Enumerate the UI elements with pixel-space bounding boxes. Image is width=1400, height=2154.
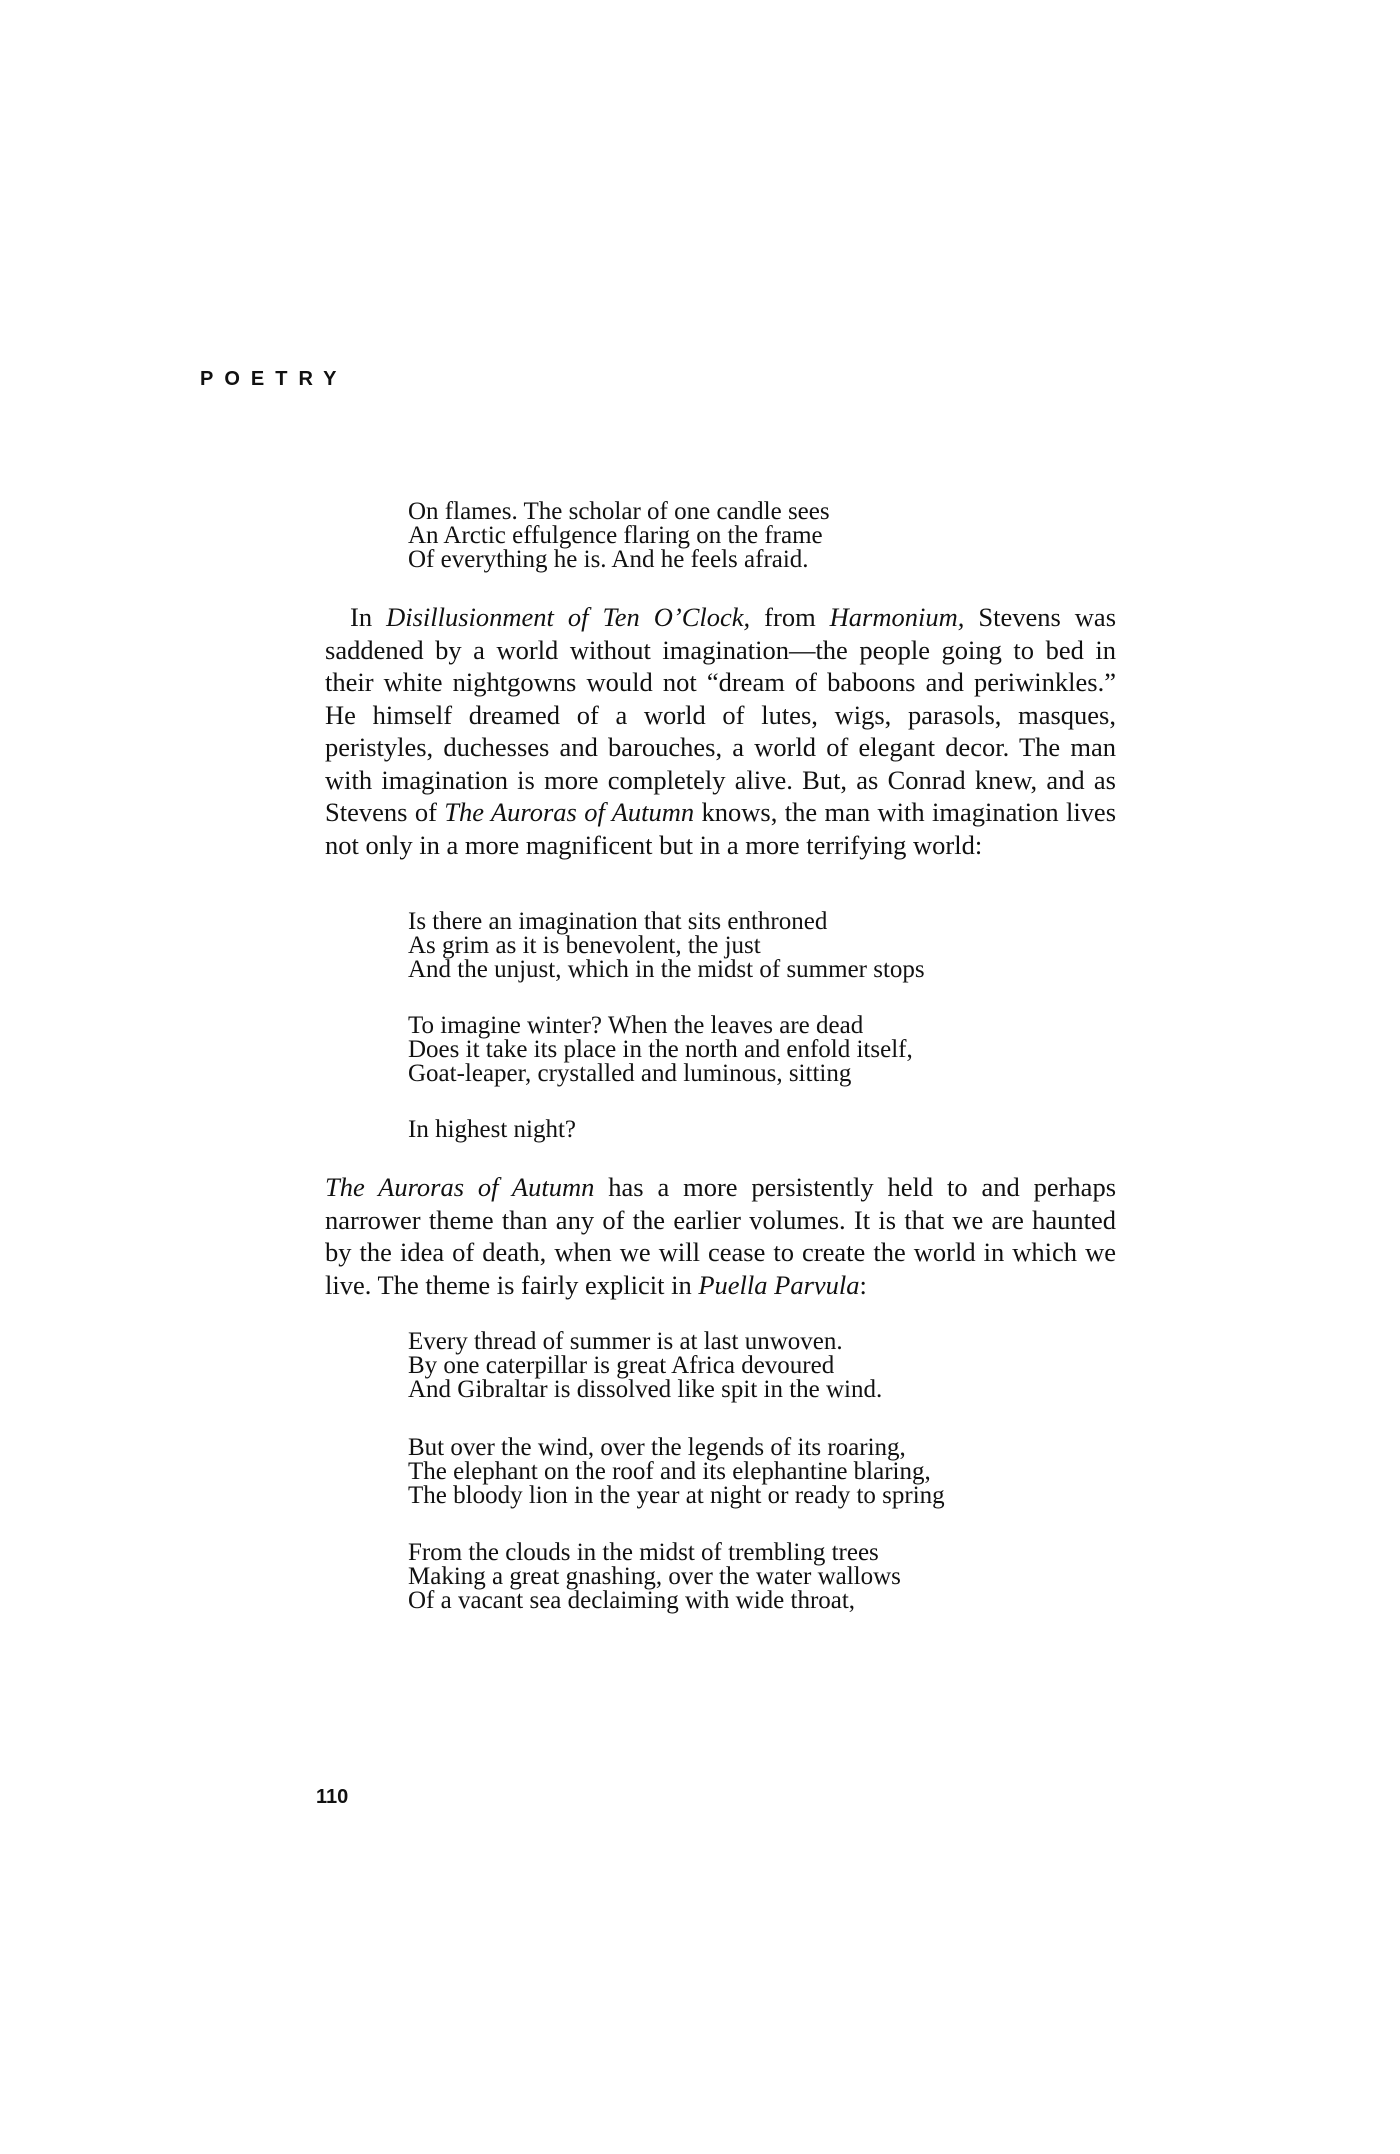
poem-line: And the unjust, which in the midst of summer stops [408,956,925,983]
text-run: : [859,1269,867,1300]
text-run: has a more persistently held to and perhaps narrower theme than any of the earlier volumes. It is that we are haunted by the idea of death, when we will cease to create the world in which we live. The theme is fairly explicit in [325,1172,1117,1300]
italic-title: Disillusionment of Ten O’Clock, [386,602,751,632]
text-run: knows, the man with imagination lives not only in a more magnificent but in a more terrifying world: [325,797,1117,860]
poem-line: In highest night? [408,1116,577,1143]
poem-line: And Gibraltar is dissolved like spit in the wind. [408,1376,883,1403]
body-paragraph [325,601,1116,861]
page-number: 110 [316,1786,349,1808]
poem-line: Goat-leaper, crystalled and luminous, sitting [408,1060,852,1087]
paragraph-text [325,601,1116,861]
italic-title: The Auroras of Autumn [444,797,695,827]
poem-line: Of a vacant sea declaiming with wide throat, [408,1587,856,1614]
poem-line: On flames. The scholar of one candle sees [408,498,830,525]
poem-line: Does it take its place in the north and enfold itself, [408,1036,913,1063]
paragraph-text [325,1171,1116,1301]
poem-stanza [408,1436,945,1508]
poem-line: But over the wind, over the legends of its roaring, [408,1434,906,1461]
poem-line: The bloody lion in the year at night or ready to spring [408,1482,945,1509]
italic-title: Puella Parvula [698,1269,860,1300]
poem-line: Every thread of summer is at last unwoven. [408,1328,843,1355]
poem-stanza [408,1330,882,1402]
text-run: In [350,602,387,632]
poem-stanza [408,910,925,982]
poem-line: To imagine winter? When the leaves are dead [408,1012,864,1039]
text-run: from [750,602,830,632]
poem-line: Of everything he is. And he feels afraid. [408,546,809,573]
poem-stanza [408,1014,913,1086]
poem-line: From the clouds in the midst of trembling trees [408,1539,879,1566]
text-run: Stevens was saddened by a world without imagination—the people going to bed in their white nightgowns would not “dream of baboons and periwinkles.” He himself dreamed of a world of lutes, wigs, parasols, masques, peristyles, duchesses and barouches, a world of elegant decor. The man with imagination is more completely alive. But, as Conrad knew, and as Stevens of [325,602,1117,827]
body-paragraph [325,1171,1116,1301]
poem-stanza [408,1541,901,1613]
poem-line: By one caterpillar is great Africa devoured [408,1352,835,1379]
poem-line: Is there an imagination that sits enthroned [408,908,828,935]
italic-title: Harmonium, [829,602,965,632]
poem-line: Making a great gnashing, over the water wallows [408,1563,901,1590]
italic-title: The Auroras of Autumn [325,1172,595,1202]
poem-stanza [408,500,830,572]
poem-line: The elephant on the roof and its elephantine blaring, [408,1458,931,1485]
running-head: POETRY [200,368,348,390]
poem-line: An Arctic effulgence flaring on the frame [408,522,823,549]
poem-line: As grim as it is benevolent, the just [408,932,761,959]
poem-stanza [408,1118,576,1142]
